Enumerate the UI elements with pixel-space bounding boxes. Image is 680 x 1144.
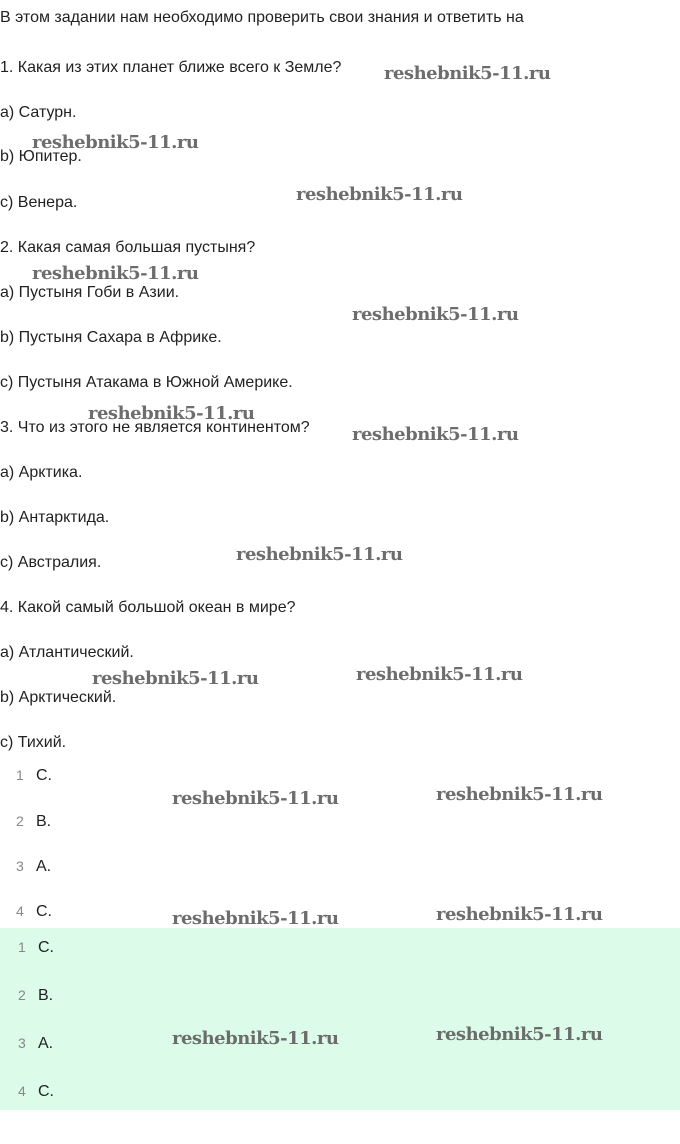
option-1a: a) Сатурн. [0,104,77,121]
watermark: reshebnik5-11.ru [352,424,519,445]
option-3a: a) Арктика. [0,464,83,481]
question-2: 2. Какая самая большая пустыня? [0,239,256,256]
correct-answer-value: B. [38,987,54,1004]
answer-number: 4 [16,903,24,919]
intro-clipped-continuation [0,28,680,50]
correct-answer-value: C. [38,939,54,956]
correct-answer-number: 2 [18,987,26,1003]
option-4b: b) Арктический. [0,689,117,706]
watermark: reshebnik5-11.ru [236,544,403,565]
correct-answer-number: 1 [18,939,26,955]
watermark: reshebnik5-11.ru [356,664,523,685]
answer-number: 2 [16,813,24,829]
answer-number: 1 [16,767,24,783]
option-2a: a) Пустыня Гоби в Азии. [0,284,180,301]
correct-answers-box [0,928,680,1110]
watermark: reshebnik5-11.ru [436,1024,603,1045]
watermark: reshebnik5-11.ru [296,184,463,205]
correct-answer-number: 3 [18,1035,26,1051]
option-3c: c) Австралия. [0,554,102,571]
correct-answer-number: 4 [18,1083,26,1099]
option-2b: b) Пустыня Сахара в Африке. [0,329,222,346]
watermark: reshebnik5-11.ru [172,788,339,809]
option-3b: b) Антарктида. [0,509,110,526]
watermark: reshebnik5-11.ru [88,403,255,424]
option-4c: c) Тихий. [0,734,67,751]
option-1c: c) Венера. [0,194,78,211]
option-2c: c) Пустыня Атакама в Южной Америке. [0,374,293,391]
answer-value: B. [36,813,52,830]
option-4a: a) Атлантический. [0,644,134,661]
answer-value: A. [36,858,52,875]
intro-text: В этом задании нам необходимо проверить свои знания и ответить на [0,9,524,26]
watermark: reshebnik5-11.ru [172,1028,339,1049]
watermark: reshebnik5-11.ru [32,132,199,153]
watermark: reshebnik5-11.ru [436,904,603,925]
watermark: reshebnik5-11.ru [172,908,339,929]
correct-answer-value: C. [38,1083,54,1100]
watermark: reshebnik5-11.ru [384,63,551,84]
option-1b: b) Юпитер. [0,148,82,165]
answer-number: 3 [16,858,24,874]
watermark: reshebnik5-11.ru [92,668,259,689]
correct-answer-value: A. [38,1035,54,1052]
answer-value: C. [36,903,52,920]
answer-value: C. [36,767,52,784]
watermark: reshebnik5-11.ru [32,263,199,284]
question-1: 1. Какая из этих планет ближе всего к Земле? [0,59,342,76]
watermark: reshebnik5-11.ru [352,304,519,325]
question-3: 3. Что из этого не является континентом? [0,419,310,436]
question-4: 4. Какой самый большой океан в мире? [0,599,296,616]
watermark: reshebnik5-11.ru [436,784,603,805]
